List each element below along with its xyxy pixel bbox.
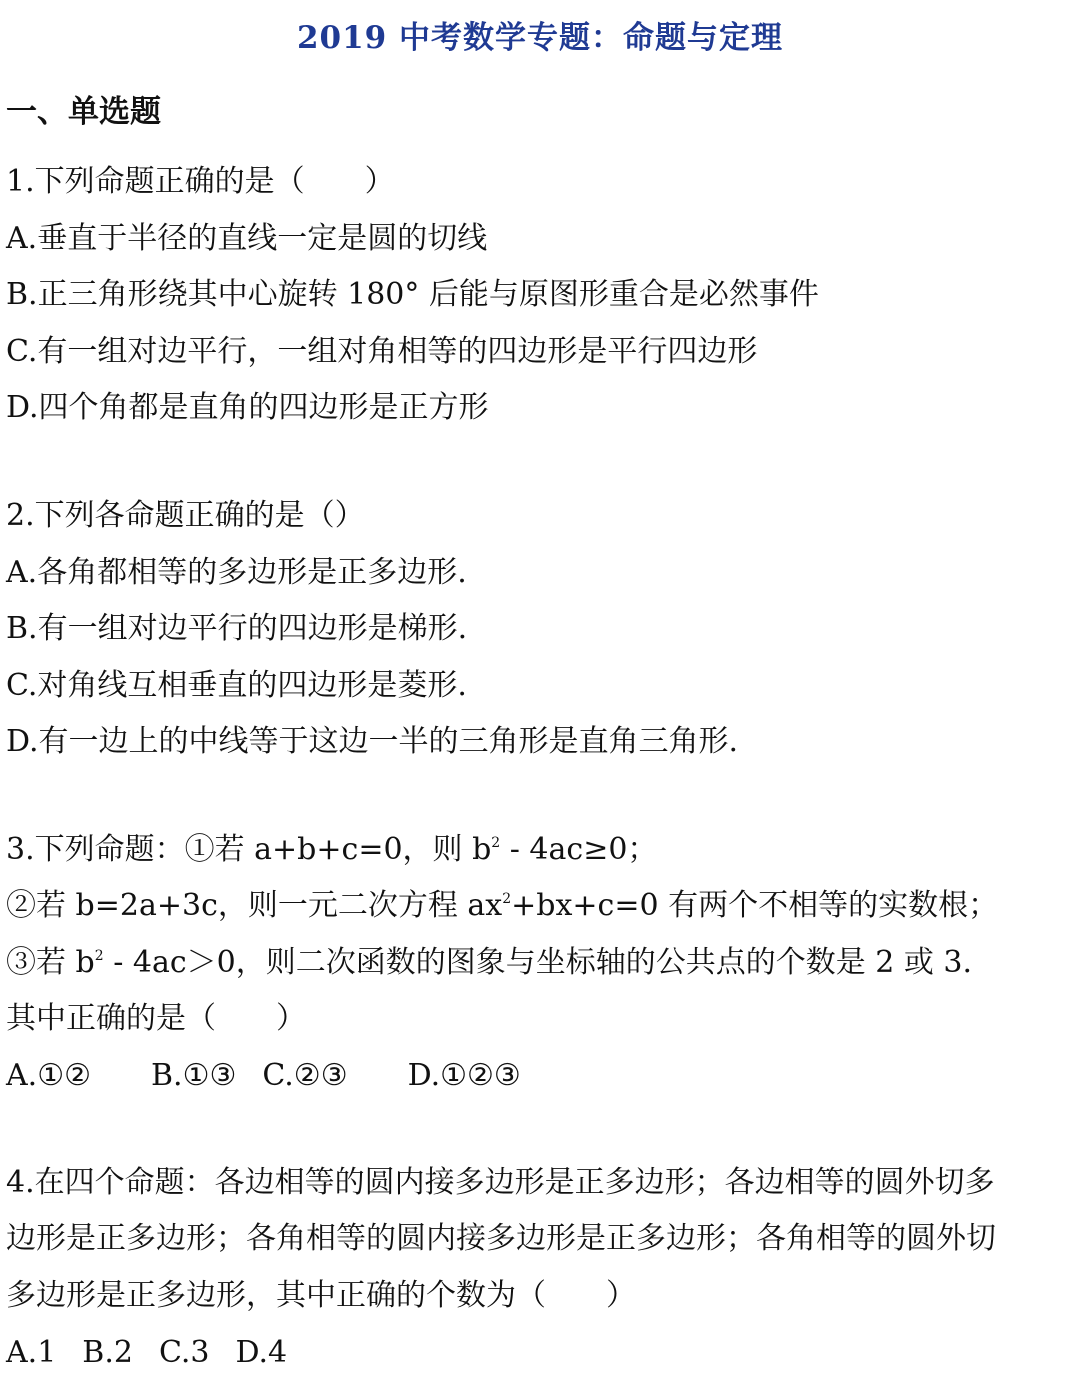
section-heading: 一、单选题 xyxy=(6,94,161,130)
question-3-line-3 xyxy=(6,945,973,980)
question-3-line-3-text: ③若 b xyxy=(6,945,95,980)
question-2-stem: 2.下列各命题正确的是（） xyxy=(6,498,365,533)
question-1-option-d: D.四个角都是直角的四边形是正方形 xyxy=(6,390,489,425)
exponent: 2 xyxy=(502,891,512,907)
question-3-line-1-rest: - 4ac≥0； xyxy=(500,832,658,867)
question-1-option-c: C.有一组对边平行，一组对角相等的四边形是平行四边形 xyxy=(6,334,758,369)
question-3-options xyxy=(6,1058,521,1093)
question-3-option-a: A.①② xyxy=(6,1058,91,1093)
question-4-option-b: B.2 xyxy=(82,1335,133,1370)
question-3-line-1 xyxy=(6,832,658,867)
question-3-line-2-text: ②若 b=2a+3c，则一元二次方程 ax xyxy=(6,888,503,923)
question-1-option-b: B.正三角形绕其中心旋转 180° 后能与原图形重合是必然事件 xyxy=(6,277,819,312)
question-4-line-2: 边形是正多边形；各角相等的圆内接多边形是正多边形；各角相等的圆外切 xyxy=(6,1221,996,1256)
question-2-option-c: C.对角线互相垂直的四边形是菱形. xyxy=(6,668,467,703)
question-4-options xyxy=(6,1335,288,1370)
question-1-option-a: A.垂直于半径的直线一定是圆的切线 xyxy=(6,221,488,256)
document-title: 2019 中考数学专题：命题与定理 xyxy=(296,20,784,56)
exponent: 2 xyxy=(94,948,104,964)
question-2-option-d: D.有一边上的中线等于这边一半的三角形是直角三角形. xyxy=(6,724,739,759)
question-4-line-1: 4.在四个命题：各边相等的圆内接多边形是正多边形；各边相等的圆外切多 xyxy=(6,1165,995,1200)
question-1-stem: 1.下列命题正确的是（ ） xyxy=(6,164,395,199)
question-3-line-3-rest: - 4ac＞0，则二次函数的图象与坐标轴的公共点的个数是 2 或 3. xyxy=(103,945,973,980)
question-2-option-b: B.有一组对边平行的四边形是梯形. xyxy=(6,611,468,646)
question-4-option-d: D.4 xyxy=(235,1335,288,1370)
exponent: 2 xyxy=(491,835,501,851)
question-3-line-2 xyxy=(6,888,999,923)
question-4-option-a: A.1 xyxy=(6,1335,57,1370)
question-2-option-a: A.各角都相等的多边形是正多边形. xyxy=(6,555,467,590)
question-3-line-1-text: 3.下列命题：①若 a+b+c=0，则 b xyxy=(6,832,492,867)
question-4-option-c: C.3 xyxy=(158,1335,210,1370)
question-3-option-c: C.②③ xyxy=(262,1058,348,1093)
question-3-option-d: D.①②③ xyxy=(407,1058,521,1093)
question-4-line-3: 多边形是正多边形，其中正确的个数为（ ） xyxy=(6,1278,636,1313)
question-3-option-b: B.①③ xyxy=(151,1058,237,1093)
question-3-line-2-rest: +bx+c=0 有两个不相等的实数根； xyxy=(511,888,999,923)
question-3-line-4: 其中正确的是（ ） xyxy=(6,1001,306,1036)
